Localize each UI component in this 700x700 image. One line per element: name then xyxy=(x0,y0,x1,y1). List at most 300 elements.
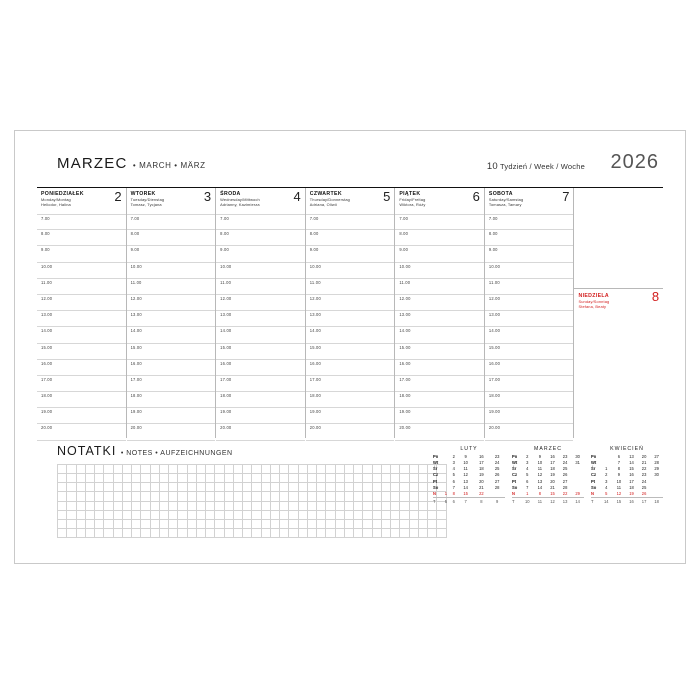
notes-grid-cell[interactable] xyxy=(85,528,94,537)
hour-slot[interactable] xyxy=(306,295,395,311)
mini-calendar-day[interactable]: 25 xyxy=(562,466,568,472)
mini-calendar-day[interactable]: 27 xyxy=(494,478,500,484)
notes-grid-cell[interactable] xyxy=(224,474,233,483)
notes-grid-cell[interactable] xyxy=(372,492,381,501)
notes-grid-cell[interactable] xyxy=(122,483,131,492)
hour-slot[interactable] xyxy=(485,408,574,424)
mini-calendar-day[interactable]: 16 xyxy=(479,454,484,459)
notes-grid-cell[interactable] xyxy=(363,483,372,492)
notes-grid-cell[interactable] xyxy=(400,492,409,501)
notes-grid-cell[interactable] xyxy=(391,483,400,492)
hour-slot[interactable] xyxy=(127,214,216,230)
notes-grid-cell[interactable] xyxy=(307,483,316,492)
notes-grid-cell[interactable] xyxy=(261,519,270,528)
notes-grid-cell[interactable] xyxy=(159,465,168,474)
notes-grid-cell[interactable] xyxy=(215,465,224,474)
notes-grid-cell[interactable] xyxy=(363,465,372,474)
notes-grid-cell[interactable] xyxy=(85,483,94,492)
notes-grid-cell[interactable] xyxy=(178,483,187,492)
notes-grid-cell[interactable] xyxy=(141,501,150,510)
hour-slot[interactable] xyxy=(306,327,395,343)
hour-slot[interactable] xyxy=(127,246,216,262)
notes-grid-cell[interactable] xyxy=(418,492,427,501)
notes-grid-cell[interactable] xyxy=(252,501,261,510)
notes-grid-cell[interactable] xyxy=(307,465,316,474)
hour-slot[interactable] xyxy=(395,311,484,327)
notes-grid-cell[interactable] xyxy=(104,474,113,483)
hour-slot[interactable] xyxy=(395,246,484,262)
notes-grid-cell[interactable] xyxy=(307,501,316,510)
notes-grid-cell[interactable] xyxy=(270,501,279,510)
hour-slot[interactable] xyxy=(395,295,484,311)
hour-slot[interactable] xyxy=(216,392,305,408)
hour-slot[interactable] xyxy=(37,263,126,279)
mini-calendar-day[interactable] xyxy=(650,491,663,498)
notes-grid-cell[interactable] xyxy=(196,519,205,528)
notes-grid-cell[interactable] xyxy=(243,501,252,510)
notes-grid-cell[interactable] xyxy=(58,483,67,492)
notes-grid-cell[interactable] xyxy=(215,483,224,492)
notes-grid-cell[interactable] xyxy=(178,474,187,483)
notes-grid-cell[interactable] xyxy=(224,465,233,474)
hour-slot[interactable] xyxy=(37,408,126,424)
notes-grid-cell[interactable] xyxy=(391,501,400,510)
notes-grid-cell[interactable] xyxy=(58,528,67,537)
hour-slot[interactable] xyxy=(127,408,216,424)
notes-grid-cell[interactable] xyxy=(326,519,335,528)
notes-grid-cell[interactable] xyxy=(261,492,270,501)
notes-grid-cell[interactable] xyxy=(159,501,168,510)
hour-slot[interactable] xyxy=(395,376,484,392)
notes-grid-cell[interactable] xyxy=(298,465,307,474)
notes-grid-cell[interactable] xyxy=(354,465,363,474)
notes-grid-cell[interactable] xyxy=(150,528,159,537)
notes-grid-cell[interactable] xyxy=(113,501,122,510)
notes-grid-cell[interactable] xyxy=(141,528,150,537)
notes-grid-cell[interactable] xyxy=(113,510,122,519)
notes-grid-cell[interactable] xyxy=(372,465,381,474)
notes-grid-cell[interactable] xyxy=(289,492,298,501)
notes-grid-cell[interactable] xyxy=(67,474,76,483)
mini-calendar-day[interactable]: 19 xyxy=(550,472,555,478)
notes-grid-cell[interactable] xyxy=(169,483,178,492)
notes-grid-cell[interactable] xyxy=(363,528,372,537)
notes-grid-cell[interactable] xyxy=(206,483,215,492)
hour-slot[interactable] xyxy=(395,279,484,295)
mini-calendar-day[interactable]: 11 xyxy=(537,466,543,472)
notes-grid-cell[interactable] xyxy=(122,492,131,501)
mini-calendar-day[interactable]: 8 xyxy=(617,466,621,472)
notes-grid-cell[interactable] xyxy=(233,510,242,519)
notes-grid-cell[interactable] xyxy=(344,483,353,492)
notes-grid-cell[interactable] xyxy=(400,483,409,492)
hour-slot[interactable] xyxy=(216,230,305,246)
mini-calendar-day[interactable]: 4 xyxy=(526,466,529,472)
notes-grid-cell[interactable] xyxy=(58,519,67,528)
mini-calendar-day[interactable]: 1 xyxy=(444,490,448,496)
notes-grid-cell[interactable] xyxy=(409,474,418,483)
notes-grid-cell[interactable] xyxy=(224,483,233,492)
notes-grid-cell[interactable] xyxy=(317,474,326,483)
mini-calendar-day[interactable]: 11 xyxy=(616,484,622,490)
notes-grid-cell[interactable] xyxy=(243,510,252,519)
notes-grid-cell[interactable] xyxy=(206,528,215,537)
mini-calendar-day[interactable]: 12 xyxy=(537,472,543,478)
notes-grid-cell[interactable] xyxy=(252,519,261,528)
mini-calendar-day[interactable]: 31 xyxy=(575,460,580,466)
notes-grid-cell[interactable] xyxy=(317,465,326,474)
notes-grid-cell[interactable] xyxy=(85,492,94,501)
notes-grid-cell[interactable] xyxy=(104,501,113,510)
notes-grid-cell[interactable] xyxy=(206,510,215,519)
mini-calendar-day[interactable]: 30 xyxy=(575,454,580,459)
mini-calendar-day[interactable]: 24 xyxy=(562,460,568,466)
notes-grid-cell[interactable] xyxy=(344,519,353,528)
hour-slot[interactable] xyxy=(216,246,305,262)
mini-calendar-day[interactable]: 3 xyxy=(605,478,608,484)
notes-grid-cell[interactable] xyxy=(381,510,390,519)
notes-grid-cell[interactable] xyxy=(409,465,418,474)
mini-calendar-day[interactable]: 26 xyxy=(562,472,568,478)
hour-slot[interactable] xyxy=(216,344,305,360)
hour-slot[interactable] xyxy=(395,230,484,246)
hour-slot[interactable] xyxy=(395,360,484,376)
notes-grid-cell[interactable] xyxy=(317,483,326,492)
hour-slot[interactable] xyxy=(306,279,395,295)
notes-grid-cell[interactable] xyxy=(307,510,316,519)
notes-grid-cell[interactable] xyxy=(409,510,418,519)
hour-slot[interactable] xyxy=(485,376,574,392)
mini-calendar-day[interactable]: 13 xyxy=(463,478,468,484)
notes-grid-cell[interactable] xyxy=(187,519,196,528)
notes-grid-cell[interactable] xyxy=(215,501,224,510)
notes-grid-cell[interactable] xyxy=(150,474,159,483)
notes-grid-cell[interactable] xyxy=(159,510,168,519)
notes-grid-cell[interactable] xyxy=(335,474,344,483)
mini-calendar-day[interactable]: 28 xyxy=(494,484,500,490)
notes-grid-cell[interactable] xyxy=(178,501,187,510)
notes-grid-cell[interactable] xyxy=(224,492,233,501)
notes-grid-cell[interactable] xyxy=(196,528,205,537)
notes-grid-cell[interactable] xyxy=(372,501,381,510)
mini-calendar-day[interactable]: 21 xyxy=(641,460,647,466)
notes-grid-cell[interactable] xyxy=(224,501,233,510)
notes-grid-cell[interactable] xyxy=(76,519,85,528)
mini-calendar-day[interactable]: 1 xyxy=(605,466,608,472)
hour-slot[interactable] xyxy=(37,230,126,246)
notes-grid-cell[interactable] xyxy=(261,474,270,483)
notes-grid-cell[interactable] xyxy=(113,465,122,474)
notes-grid-cell[interactable] xyxy=(95,474,104,483)
notes-grid-cell[interactable] xyxy=(196,465,205,474)
notes-grid-cell[interactable] xyxy=(178,528,187,537)
hour-slot[interactable] xyxy=(485,230,574,246)
notes-grid-cell[interactable] xyxy=(280,492,289,501)
notes-grid-cell[interactable] xyxy=(178,519,187,528)
notes-grid-cell[interactable] xyxy=(150,465,159,474)
mini-calendar-day[interactable]: 17 xyxy=(479,460,484,466)
notes-grid-cell[interactable] xyxy=(150,501,159,510)
mini-calendar-day[interactable]: 28 xyxy=(654,460,659,466)
notes-grid-cell[interactable] xyxy=(252,483,261,492)
mini-calendar-day[interactable]: 7 xyxy=(617,460,621,466)
notes-grid-cell[interactable] xyxy=(122,501,131,510)
notes-grid-cell[interactable] xyxy=(409,501,418,510)
mini-calendar-day[interactable]: 3 xyxy=(452,460,455,466)
mini-calendar-day[interactable]: 9 xyxy=(538,454,542,459)
hour-slot[interactable] xyxy=(37,424,126,440)
notes-grid-cell[interactable] xyxy=(206,474,215,483)
notes-grid-cell[interactable] xyxy=(354,528,363,537)
hour-slot[interactable] xyxy=(127,295,216,311)
notes-grid-cell[interactable] xyxy=(252,510,261,519)
notes-grid-cell[interactable] xyxy=(270,474,279,483)
notes-grid-cell[interactable] xyxy=(76,492,85,501)
notes-grid-cell[interactable] xyxy=(381,465,390,474)
notes-grid-cell[interactable] xyxy=(307,519,316,528)
notes-grid-cell[interactable] xyxy=(418,528,427,537)
mini-calendar-day[interactable]: 16 xyxy=(550,454,555,459)
mini-calendar-day[interactable]: 6 xyxy=(526,478,529,484)
notes-grid-cell[interactable] xyxy=(132,510,141,519)
notes-grid-cell[interactable] xyxy=(270,510,279,519)
notes-grid-cell[interactable] xyxy=(113,519,122,528)
hour-slot[interactable] xyxy=(306,230,395,246)
hour-slot[interactable] xyxy=(216,279,305,295)
notes-grid-cell[interactable] xyxy=(326,501,335,510)
mini-calendar-day[interactable] xyxy=(489,491,505,498)
mini-calendar-day[interactable]: 4 xyxy=(605,484,608,490)
mini-calendar-day[interactable]: 23 xyxy=(641,472,647,478)
notes-grid-cell[interactable] xyxy=(132,528,141,537)
mini-calendar-day[interactable]: 19 xyxy=(629,490,634,496)
notes-grid-cell[interactable] xyxy=(270,465,279,474)
notes-grid-cell[interactable] xyxy=(95,483,104,492)
hour-slot[interactable] xyxy=(306,408,395,424)
notes-grid-cell[interactable] xyxy=(132,483,141,492)
mini-calendar-day[interactable]: 5 xyxy=(605,490,608,496)
mini-calendar-day[interactable]: 25 xyxy=(641,484,647,490)
notes-grid-cell[interactable] xyxy=(85,465,94,474)
notes-grid-cell[interactable] xyxy=(122,465,131,474)
notes-grid-cell[interactable] xyxy=(344,528,353,537)
notes-grid-cell[interactable] xyxy=(85,519,94,528)
notes-grid-cell[interactable] xyxy=(187,528,196,537)
notes-grid-cell[interactable] xyxy=(67,501,76,510)
notes-grid-cell[interactable] xyxy=(76,465,85,474)
hour-slot[interactable] xyxy=(485,424,574,440)
mini-calendar-day[interactable]: 2 xyxy=(605,472,608,478)
notes-grid-cell[interactable] xyxy=(261,528,270,537)
notes-grid-cell[interactable] xyxy=(233,501,242,510)
notes-grid-cell[interactable] xyxy=(372,483,381,492)
notes-grid-cell[interactable] xyxy=(298,501,307,510)
notes-grid-cell[interactable] xyxy=(178,492,187,501)
notes-grid-cell[interactable] xyxy=(113,492,122,501)
hour-slot[interactable] xyxy=(485,246,574,262)
notes-grid-cell[interactable] xyxy=(317,492,326,501)
hour-slot[interactable] xyxy=(127,376,216,392)
notes-grid-cell[interactable] xyxy=(344,492,353,501)
hour-slot[interactable] xyxy=(306,424,395,440)
notes-grid-cell[interactable] xyxy=(113,528,122,537)
notes-grid-cell[interactable] xyxy=(132,492,141,501)
notes-grid-cell[interactable] xyxy=(141,465,150,474)
notes-grid-cell[interactable] xyxy=(58,474,67,483)
notes-grid-cell[interactable] xyxy=(335,510,344,519)
hour-slot[interactable] xyxy=(127,360,216,376)
mini-calendar-day[interactable]: 25 xyxy=(494,466,500,472)
notes-grid-cell[interactable] xyxy=(363,492,372,501)
mini-calendar-day[interactable]: 7 xyxy=(452,484,455,490)
notes-grid-cell[interactable] xyxy=(372,510,381,519)
mini-calendar-day[interactable]: 18 xyxy=(629,484,634,490)
mini-calendar-day[interactable]: 4 xyxy=(452,466,455,472)
notes-grid-cell[interactable] xyxy=(289,510,298,519)
notes-grid-cell[interactable] xyxy=(317,519,326,528)
notes-grid-cell[interactable] xyxy=(261,465,270,474)
hour-slot[interactable] xyxy=(37,279,126,295)
notes-grid-cell[interactable] xyxy=(159,519,168,528)
notes-grid-cell[interactable] xyxy=(381,474,390,483)
notes-grid-cell[interactable] xyxy=(326,465,335,474)
notes-grid-cell[interactable] xyxy=(206,465,215,474)
notes-grid-cell[interactable] xyxy=(252,474,261,483)
notes-grid-cell[interactable] xyxy=(418,510,427,519)
notes-grid-cell[interactable] xyxy=(104,528,113,537)
notes-grid-cell[interactable] xyxy=(418,474,427,483)
notes-grid-cell[interactable] xyxy=(169,501,178,510)
notes-grid-cell[interactable] xyxy=(270,528,279,537)
notes-grid-cell[interactable] xyxy=(187,483,196,492)
notes-grid[interactable] xyxy=(57,464,447,538)
notes-grid-cell[interactable] xyxy=(372,474,381,483)
notes-grid-cell[interactable] xyxy=(400,519,409,528)
notes-grid-cell[interactable] xyxy=(95,510,104,519)
notes-grid-cell[interactable] xyxy=(317,510,326,519)
mini-calendar-day[interactable]: 15 xyxy=(629,466,634,472)
mini-calendar-day[interactable]: 17 xyxy=(550,460,555,466)
mini-calendar-day[interactable]: 22 xyxy=(641,466,647,472)
notes-grid-cell[interactable] xyxy=(335,501,344,510)
notes-grid-cell[interactable] xyxy=(335,483,344,492)
notes-grid-cell[interactable] xyxy=(280,501,289,510)
mini-calendar-day[interactable]: 23 xyxy=(562,454,568,459)
mini-calendar-day[interactable]: 20 xyxy=(479,478,484,484)
hour-slot[interactable] xyxy=(37,360,126,376)
mini-calendar-day[interactable]: 10 xyxy=(537,460,543,466)
mini-calendar-day[interactable]: 26 xyxy=(494,472,500,478)
hour-slot[interactable] xyxy=(127,311,216,327)
notes-grid-cell[interactable] xyxy=(280,510,289,519)
notes-grid-cell[interactable] xyxy=(132,519,141,528)
notes-grid-cell[interactable] xyxy=(400,465,409,474)
mini-calendar-day[interactable]: 21 xyxy=(479,484,484,490)
notes-grid-cell[interactable] xyxy=(243,492,252,501)
notes-grid-cell[interactable] xyxy=(169,465,178,474)
hour-slot[interactable] xyxy=(306,376,395,392)
notes-grid-cell[interactable] xyxy=(233,519,242,528)
mini-calendar-day[interactable]: 8 xyxy=(452,490,455,496)
notes-grid-cell[interactable] xyxy=(58,510,67,519)
notes-grid-cell[interactable] xyxy=(132,501,141,510)
mini-calendar-day[interactable]: 12 xyxy=(616,490,622,496)
hour-slot[interactable] xyxy=(485,327,574,343)
notes-grid-cell[interactable] xyxy=(289,501,298,510)
notes-grid-cell[interactable] xyxy=(381,501,390,510)
notes-grid-cell[interactable] xyxy=(298,474,307,483)
notes-grid-cell[interactable] xyxy=(335,465,344,474)
notes-grid-cell[interactable] xyxy=(280,465,289,474)
hour-slot[interactable] xyxy=(216,311,305,327)
hour-slot[interactable] xyxy=(485,263,574,279)
notes-grid-cell[interactable] xyxy=(67,528,76,537)
notes-grid-cell[interactable] xyxy=(224,528,233,537)
notes-grid-cell[interactable] xyxy=(326,492,335,501)
hour-slot[interactable] xyxy=(306,344,395,360)
hour-slot[interactable] xyxy=(37,392,126,408)
mini-calendar-day[interactable]: 22 xyxy=(562,490,568,496)
notes-grid-cell[interactable] xyxy=(261,510,270,519)
notes-grid-cell[interactable] xyxy=(270,492,279,501)
notes-grid-cell[interactable] xyxy=(418,483,427,492)
notes-grid-cell[interactable] xyxy=(391,528,400,537)
notes-grid-cell[interactable] xyxy=(307,474,316,483)
mini-calendar-day[interactable]: 15 xyxy=(463,490,468,496)
notes-grid-cell[interactable] xyxy=(409,483,418,492)
hour-slot[interactable] xyxy=(306,392,395,408)
notes-grid-cell[interactable] xyxy=(141,483,150,492)
mini-calendar-day[interactable]: 6 xyxy=(452,478,455,484)
mini-calendar-day[interactable]: 17 xyxy=(629,478,634,484)
notes-grid-cell[interactable] xyxy=(85,474,94,483)
notes-grid-cell[interactable] xyxy=(150,510,159,519)
hour-slot[interactable] xyxy=(485,360,574,376)
hour-slot[interactable] xyxy=(127,230,216,246)
notes-grid-cell[interactable] xyxy=(298,492,307,501)
notes-grid-cell[interactable] xyxy=(391,465,400,474)
hour-slot[interactable] xyxy=(395,327,484,343)
notes-grid-cell[interactable] xyxy=(344,501,353,510)
notes-grid-cell[interactable] xyxy=(159,483,168,492)
notes-grid-cell[interactable] xyxy=(215,474,224,483)
hour-slot[interactable] xyxy=(127,392,216,408)
hour-slot[interactable] xyxy=(306,263,395,279)
notes-grid-cell[interactable] xyxy=(354,501,363,510)
notes-grid-cell[interactable] xyxy=(76,528,85,537)
hour-slot[interactable] xyxy=(37,295,126,311)
notes-grid-cell[interactable] xyxy=(95,501,104,510)
notes-grid-cell[interactable] xyxy=(344,465,353,474)
notes-grid-cell[interactable] xyxy=(104,510,113,519)
hour-slot[interactable] xyxy=(485,279,574,295)
mini-calendar-day[interactable]: 2 xyxy=(526,454,529,459)
mini-calendar-day[interactable]: 10 xyxy=(463,460,468,466)
notes-grid-cell[interactable] xyxy=(344,474,353,483)
notes-grid-cell[interactable] xyxy=(298,519,307,528)
mini-calendar-day[interactable]: 11 xyxy=(463,466,468,472)
notes-grid-cell[interactable] xyxy=(76,483,85,492)
notes-grid-cell[interactable] xyxy=(58,501,67,510)
notes-grid-cell[interactable] xyxy=(400,474,409,483)
notes-grid-cell[interactable] xyxy=(67,510,76,519)
notes-grid-cell[interactable] xyxy=(354,510,363,519)
notes-grid-cell[interactable] xyxy=(326,483,335,492)
notes-grid-cell[interactable] xyxy=(76,510,85,519)
notes-grid-cell[interactable] xyxy=(326,528,335,537)
hour-slot[interactable] xyxy=(216,360,305,376)
notes-grid-cell[interactable] xyxy=(122,510,131,519)
